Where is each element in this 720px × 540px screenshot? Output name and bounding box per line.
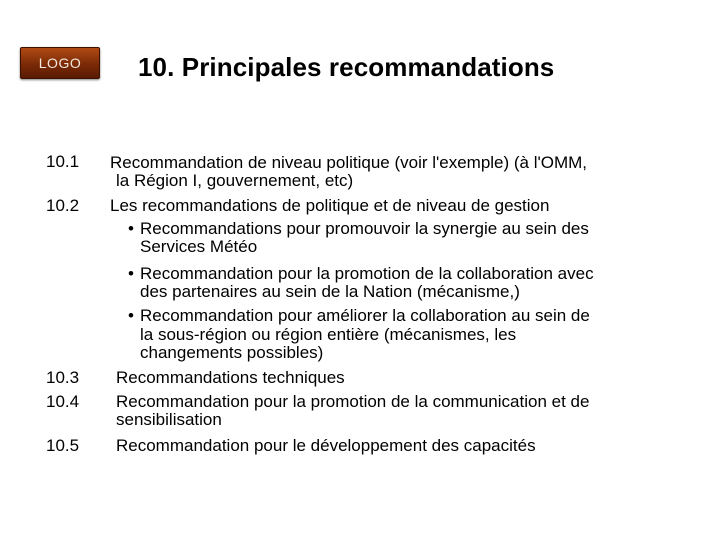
item-number: 10.4 — [46, 392, 80, 411]
sub-item-text-line: Services Météo — [140, 237, 258, 256]
logo-text: LOGO — [38, 55, 82, 71]
sub-item-text-line: des partenaires au sein de la Nation (mécanisme,) — [140, 282, 520, 301]
item-number: 10.3 — [46, 368, 80, 387]
sub-item-text-line: la sous-région ou région entière (mécanismes, les — [140, 325, 517, 344]
sub-item-text-line: Recommandation pour la promotion de la collaboration avec — [140, 264, 594, 283]
item-text-line: la Région I, gouvernement, etc) — [116, 171, 354, 190]
item-text-line: Recommandation de niveau politique (voir l'exemple) (à l'OMM, — [110, 153, 588, 172]
item-text-line: Recommandation pour la promotion de la communication et de — [116, 392, 590, 411]
item-number: 10.2 — [46, 196, 80, 215]
sub-item-text-line: changements possibles) — [140, 343, 324, 362]
bullet-icon: • — [128, 306, 134, 325]
item-number: 10.5 — [46, 436, 80, 455]
bullet-icon: • — [128, 219, 134, 238]
item-text-line: Recommandations techniques — [116, 368, 345, 387]
page-title: 10. Principales recommandations — [138, 52, 555, 82]
bullet-icon: • — [128, 264, 134, 283]
sub-item-text-line: Recommandations pour promouvoir la synergie au sein des — [140, 219, 589, 238]
item-text-line: Recommandation pour le développement des capacités — [116, 436, 536, 455]
item-text-line: Les recommandations de politique et de niveau de gestion — [110, 196, 550, 215]
logo — [20, 47, 100, 79]
sub-item-text-line: Recommandation pour améliorer la collaboration au sein de — [140, 306, 590, 325]
item-text-line: sensibilisation — [116, 410, 222, 429]
item-number: 10.1 — [46, 152, 80, 171]
